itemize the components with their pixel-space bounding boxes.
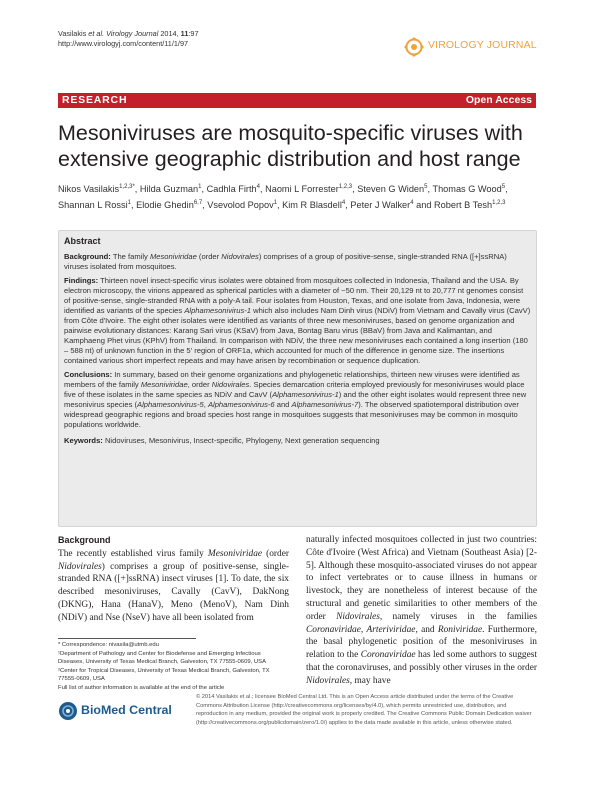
abstract-body (64, 252, 531, 450)
footnote-divider (58, 638, 196, 639)
biomed-central-icon (58, 701, 78, 721)
author-name: Hilda Guzman$^1$ (139, 184, 202, 195)
author-info-note: Full list of author information is available at the end of the article (58, 684, 225, 691)
virology-logo-icon (404, 37, 424, 57)
author-name: Peter J Walker$^4$ (350, 199, 414, 210)
running-header (58, 29, 358, 49)
abstract-conclusions: Conclusions: In summary, based on their genome organizations and phylogenetic relationships, thirteen new viruses were identified as members of the family Mesoniviridae, order Nidovirales. Species demarcation criteria employed previously for mesoniviruses would place five of these isolates in the same species as NDiV and CavV (Alphamesonivirus-1) and the other eight isolates would represent three new mesonivirus species (Alphamesonivirus-5, Alphamesonivirus-6 and Alphamesonivirus-7). The observed spatiotemporal distribution over widespread geographic regions and broad species host range in mosquitoes suggests that mesoniviruses may be common in mosquito populations worldwide. (64, 369, 527, 430)
background-paragraph: The recently established virus family Mesoniviridae (order Nidovirales) comprises a group of positive-sense, single-stranded RNA ([+]ssRNA) insect viruses [1]. To date, the six described mesoniviruses, Cavally (CavV), DakNong (DKNG), Hana (HanaV), Meno (MenoV), Nam Dinh (NDiV) and Nse (NseV) have all been isolated from (58, 548, 289, 623)
affiliation-footnote-1: ¹Department of Pathology and Center for Biodefense and Emerging Infectious Diseases, University of Texas Medical Branch, Galveston, TX 77555-0609, USA (58, 650, 267, 666)
abstract-heading: Abstract (64, 236, 101, 246)
author-name: Shannan L Rossi$^1$ (58, 199, 131, 210)
author-name: Nikos Vasilakis$^{1,2,3*}$ (58, 184, 135, 195)
rich-text: Thirteen novel insect-specific virus isolates were obtained from mosquitoes collected in Indonesia, Thailand and the USA. By electron microscopy, the virions appeared as spherical particles with a diameter of ~50 nm. Their 20,129 nt to 20,777 nt genomes consist of positive-sense, single-stranded RNA with a poly-A tail. Four isolates from Houston, Texas, and one isolate from Java, Indonesia, were identified as variants of the species Alphamesonivirus-1 which also includes Nam Dinh virus (NDiV) from Vietnam and Cavally virus (CavV) from Côte d'Ivoire. The eight other isolates were identified as variants of three new mesoniviruses, based on genome organization and pairwise evolutionary distances: Karang Sari virus (KSaV) from Java, Bontag Baru virus (BBaV) from Java and Kalimantan, and Kamphaeng Phet virus (KPhV) from Thailand. In comparison with NDiV, the three new mesoniviruses each contained a long insertion (180 – 588 nt) of unknown function in the 5' region of ORF1a, which accounted for much of the difference in genome size. The insertions contained various short imperfect repeats and may have arisen by recombination or sequence duplication. (64, 275, 531, 366)
journal-name: VIROLOGY JOURNAL (428, 40, 537, 51)
right-column-paragraph: naturally infected mosquitoes collected in just two countries: Côte d'Ivoire (West Africa) and Vietnam (Southeast Asia) [2-5]. Although these mosquito-associated viruses do not appear to infect vertebrates or to cause illness in humans or livestock, they are nonetheless of interest because of the structural and genetic similarities to other members of the order Nidovirales, namely viruses in the families Coronaviridae, Arteriviridae, and Roniviridae. Furthermore, the basal phylogenetic position of the mesoniviruses in relation to the Coronaviridae has led some authors to suggest that the coronaviruses, and possibly other viruses in the order Nidovirales, may have (306, 535, 537, 686)
author-name: Naomi L Forrester$^{1,2,3}$ (265, 184, 353, 195)
article-url-link[interactable]: http://www.virologyj.com/content/11/1/97 (58, 39, 189, 48)
biomed-central-logo (58, 700, 178, 722)
open-access-label: Open Access (465, 94, 532, 106)
rich-text: The family Mesoniviridae (order Nidovirales) comprises of a group of positive-sense, single-stranded RNA ([+]ssRNA) viruses isolated from mosquitoes. (64, 252, 507, 272)
author-name: Steven G Widen$^5$ (357, 184, 428, 195)
abstract-findings: Findings: Thirteen novel insect-specific virus isolates were obtained from mosquitoes collected in Indonesia, Thailand and the USA. By electron microscopy, the virions appeared as spherical particles with a diameter of ~50 nm. Their 20,129 nt to 20,777 nt genomes consist of positive-sense, single-stranded RNA with a poly-A tail. Four isolates from Houston, Texas, and one isolate from Java, Indonesia, were identified as variants of the species Alphamesonivirus-1 which also includes Nam Dinh virus (NDiV) from Vietnam and Cavally virus (CavV) from Côte d'Ivoire. The eight other isolates were identified as variants of three new mesoniviruses, based on genome organization and pairwise evolutionary distances: Karang Sari virus (KSaV) from Java, Bontag Baru virus (BBaV) from Java and Kalimantan, and Kamphaeng Phet virus (KPhV) from Thailand. In comparison with NDiV, the three new mesoniviruses each contained a long insertion (180 – 588 nt) of unknown function in the 5' region of ORF1a, which accounted for much of the difference in genome size. The insertions contained various short imperfect repeats and may have arisen by recombination or sequence duplication. (64, 275, 531, 366)
rich-text: In summary, based on their genome organizations and phylogenetic relationships, thirteen new viruses were identified as members of the family Mesoniviridae, order Nidovirales. Species demarcation criteria employed previously for mesoniviruses would place five of these isolates in the same species as NDiV and CavV (Alphamesonivirus-1) and the other eight isolates would represent three new mesonivirus species (Alphamesonivirus-5, Alphamesonivirus-6 and Alphamesonivirus-7). The observed spatiotemporal distribution over widespread geographic regions and broad species host range in mosquitoes suggests that mesoniviruses may be common in mosquito populations worldwide. (64, 369, 527, 430)
article-type-label: RESEARCH (62, 94, 128, 106)
citation-line: Vasilakis et al. Virology Journal 2014, 11:97 (58, 29, 199, 38)
license-text: © 2014 Vasilakis et al.; licensee BioMed Central Ltd. This is an Open Access article distributed under the terms of the Creative Commons Attribution License (http://creativecommons.org/licenses/by/4.0), which permits unrestricted use, distribution, and reproduction in any medium, provided the original work is properly credited. The Creative Commons Public Domain Dedication waiver (http://creativecommons.org/publicdomain/zero/1.0/) applies to the data made available in this article, unless otherwise stated. (196, 694, 532, 726)
abstract-keywords: Keywords: Nidoviruses, Mesonivirus, Insect-specific, Phylogeny, Next generation sequencing (64, 436, 380, 446)
author-name: Vsevolod Popov$^1$ (207, 199, 278, 210)
author-list: Nikos Vasilakis$^{1,2,3*}$, Hilda Guzman$^1$, Cadhla Firth$^4$, Naomi L Forrester$^{1,2,3}$, Steven G Widen$^5$, Thomas G Wood$^5$, Shannan L Rossi$^1$, Elodie Ghedin$^{6,7}$, Vsevolod Popov$^1$, Kim R Blasdell$^4$, Peter J Walker$^4$ and Robert B Tesh$^{1,2,3}$ (58, 184, 508, 210)
affiliation-footnote-2: ²Center for Tropical Diseases, University of Texas Medical Branch, Galveston, TX 77555-0609, USA (58, 667, 270, 683)
author-name: Elodie Ghedin$^{6,7}$ (136, 199, 203, 210)
background-heading: Background (58, 535, 111, 545)
author-name: Robert B Tesh$^{1,2,3}$ (434, 199, 506, 210)
correspondence-footnote: * Correspondence: nivasila@utmb.edu (58, 642, 159, 648)
left-column (58, 534, 289, 625)
right-column (306, 534, 537, 688)
article-title: Mesoniviruses are mosquito-specific viruses with extensive geographic distribution and host range (58, 121, 523, 171)
publisher-name: BioMed Central (81, 703, 172, 717)
abstract-background: Background: The family Mesoniviridae (order Nidovirales) comprises of a group of positive-sense, single-stranded RNA ([+]ssRNA) viruses isolated from mosquitoes. (64, 252, 507, 272)
author-name: Thomas G Wood$^5$ (432, 184, 506, 195)
author-name: Cadhla Firth$^4$ (206, 184, 260, 195)
author-name: Kim R Blasdell$^4$ (282, 199, 346, 210)
virology-journal-logo (404, 37, 554, 59)
footnotes (58, 641, 288, 693)
article-type-banner (58, 93, 536, 108)
